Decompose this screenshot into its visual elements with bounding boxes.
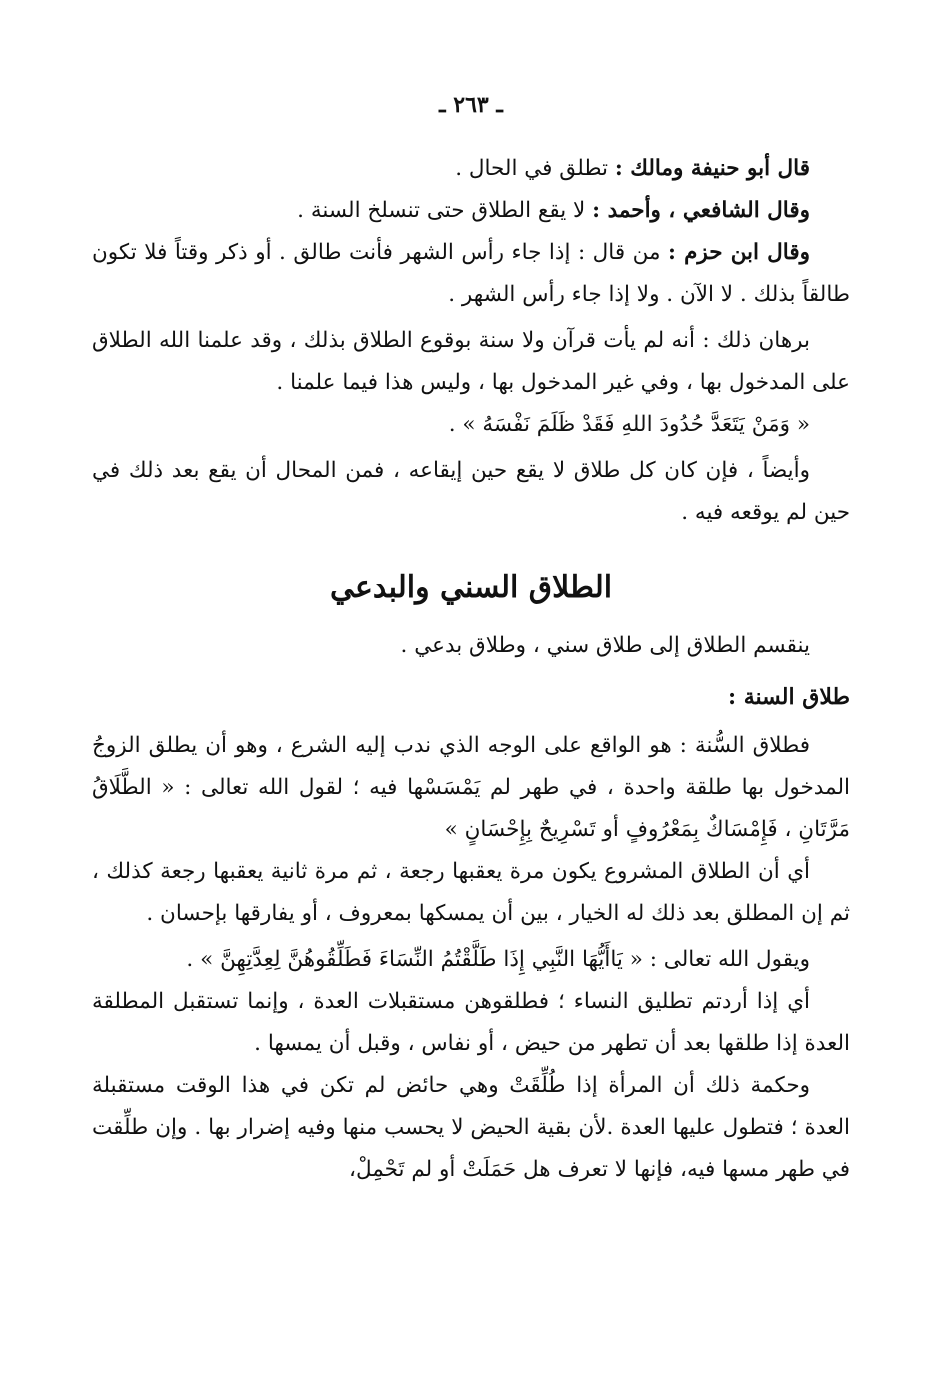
opinion-text: لا يقع الطلاق حتى تنسلخ السنة . <box>297 198 593 223</box>
quran-verse-1: « وَمَنْ يَتَعَدَّ حُدُودَ اللهِ فَقَدْ ظَلَمَ نَفْسَهُ » . <box>448 412 810 437</box>
opinion-text: تطلق في الحال . <box>455 156 615 181</box>
also-paragraph: وأيضاً ، فإن كان كل طلاق لا يقع حين إيقاعه ، فمن المحال أن يقع بعد ذلك في حين لم يوقعه فيه . <box>92 458 850 525</box>
proof-paragraph: برهان ذلك : أنه لم يأت قرآن ولا سنة بوقوع الطلاق بذلك ، وقد علمنا الله الطلاق على المدخول بها ، وفي غير المدخول بها ، وليس هذا فيما علمنا . <box>92 328 850 395</box>
explanation-paragraph: أي إذا أردتم تطليق النساء ؛ فطلقوهن مستقبلات العدة ، وإنما تستقبل المطلقة العدة إذا طلقها بعد أن تطهر من حيض ، أو نفاس ، وقبل أن يمسها . <box>92 989 850 1056</box>
sunnah-definition: فطلاق السُّنة : هو الواقع على الوجه الذي ندب إليه الشرع ، وهو أن يطلق الزوجُ المدخول بها طلقة واحدة ، في طهر لم يَمْسَسْها فيه ؛ لقول الله تعالى : « الطَّلَاقُ مَرَّتَانِ ، فَإِمْسَاكٌ بِمَعْرُوفٍ أو تَسْرِيحٌ بِإِحْسَانٍ » <box>92 733 850 842</box>
opinion-abu-hanifa <box>92 148 810 190</box>
wisdom-paragraph: وحكمة ذلك أن المرأة إذا طُلِّقَتْ وهي حائض لم تكن في هذا الوقت مستقبلة العدة ؛ فتطول عليها العدة .لأن بقية الحيض لا يحسب منها وفيه إضرار بها . وإن طلِّقت في طهر مسها فيه، فإنها لا تعرف هل حَمَلَتْ أو لم تَحْمِلْ، <box>92 1073 850 1182</box>
opinion-speaker: وقال ابن حزم : <box>668 240 810 265</box>
opinion-text: من قال : إذا جاء رأس الشهر فأنت طالق . أو ذكر وقتاً فلا تكون طالقاً بذلك . لا الآن . ولا إذا جاء رأس الشهر . <box>92 240 850 307</box>
opinion-ibn-hazm <box>92 232 850 316</box>
opinion-shafii <box>92 190 810 232</box>
opinion-speaker: قال أبو حنيفة ومالك : <box>614 156 810 181</box>
opinion-speaker: وقال الشافعي ، وأحمد : <box>592 198 810 223</box>
subsection-title: طلاق السنة : <box>727 684 850 710</box>
section-intro: ينقسم الطلاق إلى طلاق سني ، وطلاق بدعي . <box>400 633 810 658</box>
page-number: ـ ٢٦٣ ـ <box>439 92 503 118</box>
section-title: الطلاق السني والبدعي <box>329 570 613 605</box>
verse-2-paragraph: ويقول الله تعالى : « يَاأَيُّهَا النَّبِي إِذَا طَلَّقْتُمُ النِّسَاءَ فَطَلِّقُوهُنَّ لِعِدَّتِهِنَّ » . <box>186 947 810 972</box>
meaning-paragraph: أي أن الطلاق المشروع يكون مرة يعقبها رجعة ، ثم مرة ثانية يعقبها رجعة كذلك ، ثم إن المطلق بعد ذلك له الخيار ، بين أن يمسكها بمعروف ، أو يفارقها بإحسان . <box>92 859 850 926</box>
